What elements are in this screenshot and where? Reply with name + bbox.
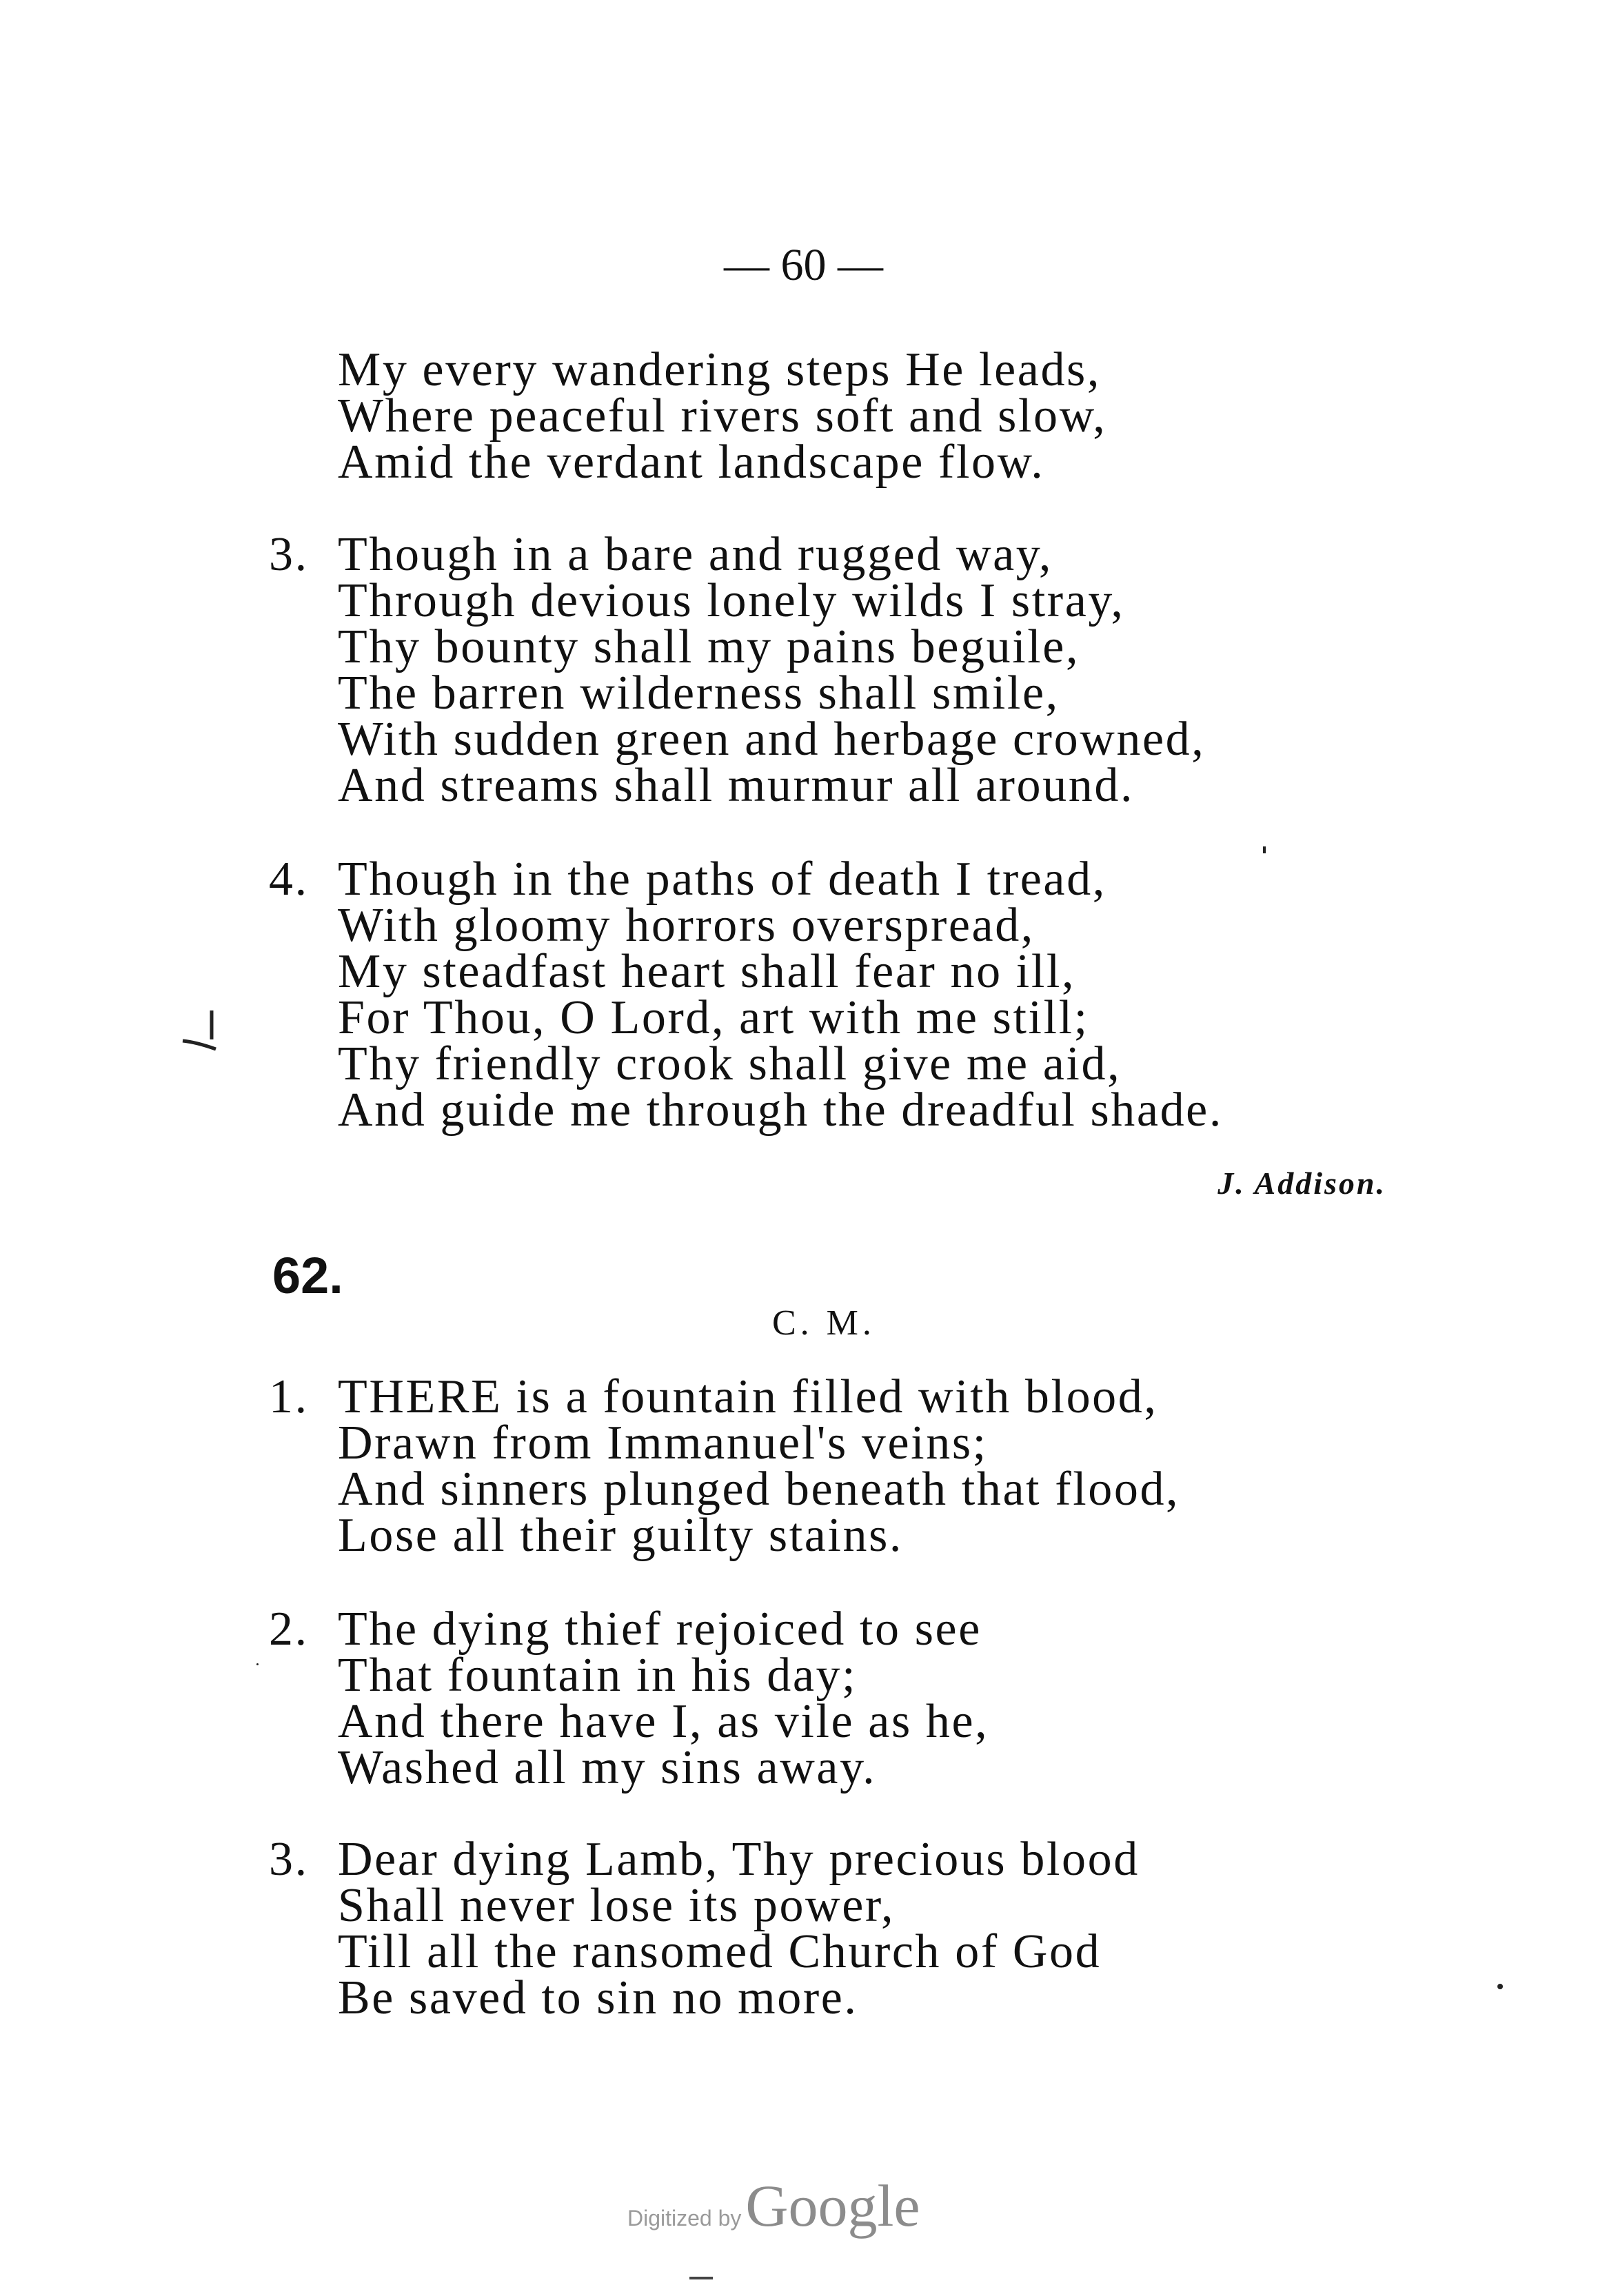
verse-line: Dear dying Lamb, Thy precious blood xyxy=(338,1833,1140,1886)
google-logo: Google xyxy=(745,2173,920,2239)
verse-number: 4. xyxy=(269,853,309,906)
verse-line: And guide me through the dreadful shade. xyxy=(338,1084,1223,1137)
verse-number: 2. xyxy=(269,1603,309,1656)
verse-line: Though in the paths of death I tread, xyxy=(338,853,1106,906)
verse-line: Amid the verdant landscape flow. xyxy=(338,436,1045,489)
verse-line: The dying thief rejoiced to see xyxy=(338,1603,982,1656)
verse-line: Drawn from Immanuel's veins; xyxy=(338,1416,988,1470)
watermark-prefix: Digitized by xyxy=(627,2206,742,2231)
verse-line: Lose all their guilty stains. xyxy=(338,1509,904,1562)
author-attribution: J. Addison. xyxy=(1217,1166,1386,1201)
hymn-verse-1 xyxy=(269,1370,1441,1562)
verse-line: Thy bounty shall my pains beguile, xyxy=(338,620,1080,673)
verse-line: And sinners plunged beneath that flood, xyxy=(338,1463,1180,1516)
continuation-stanza xyxy=(269,343,1441,489)
verse-line: Shall never lose its power, xyxy=(338,1879,896,1932)
hymn-verse-2 xyxy=(269,1603,1441,1794)
speck xyxy=(1497,1984,1503,1989)
verse-line: Where peaceful rivers soft and slow, xyxy=(338,389,1107,443)
verse-line: That fountain in his day; xyxy=(338,1649,858,1702)
bottom-dash xyxy=(689,2277,713,2279)
verse-line: And there have I, as vile as he, xyxy=(338,1695,989,1748)
verse-3 xyxy=(269,528,1441,812)
hymn-number: 62. xyxy=(272,1247,343,1304)
verse-number: 3. xyxy=(269,1833,309,1886)
verse-line: Through devious lonely wilds I stray, xyxy=(338,574,1125,627)
verse-line: Till all the ransomed Church of God xyxy=(338,1925,1102,1978)
speck xyxy=(1263,846,1266,853)
verse-line: The barren wilderness shall smile, xyxy=(338,667,1060,720)
verse-line: Though in a bare and rugged way, xyxy=(338,528,1053,581)
hymn-meter: C. M. xyxy=(772,1303,876,1343)
verse-line: Thy friendly crook shall give me aid, xyxy=(338,1037,1122,1090)
verse-line: Washed all my sins away. xyxy=(338,1741,877,1794)
verse-line: With gloomy horrors overspread, xyxy=(338,899,1035,952)
hymn-verse-3 xyxy=(269,1833,1441,2024)
digitized-watermark xyxy=(627,2171,920,2240)
verse-line: THERE is a fountain filled with blood, xyxy=(338,1370,1158,1423)
verse-line: And streams shall murmur all around. xyxy=(338,759,1135,812)
page-number: — 60 — xyxy=(724,240,883,290)
verse-number: 3. xyxy=(269,528,309,581)
speck xyxy=(256,1663,259,1665)
verse-line: Be saved to sin no more. xyxy=(338,1971,858,2024)
verse-line: With sudden green and herbage crowned, xyxy=(338,713,1206,766)
margin-pencil-mark xyxy=(169,1006,224,1055)
verse-number: 1. xyxy=(269,1370,309,1423)
verse-line: My every wandering steps He leads, xyxy=(338,343,1101,396)
verse-line: For Thou, O Lord, art with me still; xyxy=(338,991,1089,1044)
verse-4 xyxy=(269,853,1441,1137)
verse-line: My steadfast heart shall fear no ill, xyxy=(338,945,1076,998)
